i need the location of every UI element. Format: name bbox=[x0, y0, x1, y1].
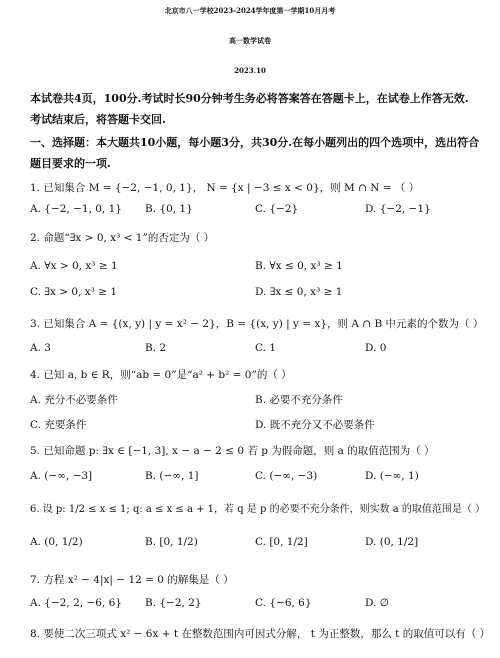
exam-date: 2023.10 bbox=[234, 66, 266, 75]
question-4-stem: 4. 已知 a, b ∈ R，则“ab = 0”是“a² + b² = 0”的（ ） bbox=[30, 369, 292, 381]
question-3-option-b: B. 2 bbox=[145, 342, 167, 354]
question-8-stem: 8. 要使二次三项式 x² − 6x + t 在整数范围内可因式分解， t 为正整数，那么 t 的取值可以有（ ） bbox=[30, 628, 491, 640]
question-5-option-b: B. (−∞, 1] bbox=[145, 470, 199, 482]
question-3-option-c: C. 1 bbox=[255, 342, 277, 354]
question-3-option-d: D. 0 bbox=[365, 342, 387, 354]
question-3-stem: 3. 已知集合 A = {(x, y) | y = x² − 2}，B = {(x, y) | y = x}，则 A ∩ B 中元素的个数为（ ） bbox=[30, 318, 484, 330]
question-6-option-d: D. (0, 1/2] bbox=[365, 536, 419, 548]
exam-title: 北京市八一学校2023-2024学年度第一学期10月月考 bbox=[164, 6, 336, 15]
question-1-option-c: C. {−2} bbox=[255, 203, 299, 215]
question-5-option-c: C. (−∞, −3) bbox=[255, 470, 318, 482]
question-4-option-c: C. 充要条件 bbox=[30, 419, 87, 431]
question-3-option-a: A. 3 bbox=[30, 342, 51, 354]
question-7-stem: 7. 方程 x² − 4|x| − 12 = 0 的解集是（ ） bbox=[30, 574, 234, 586]
question-2-option-d: D. ∃x ≤ 0, x³ ≥ 1 bbox=[255, 286, 343, 298]
question-6-stem: 6. 设 p: 1/2 ≤ x ≤ 1; q: a ≤ x ≤ a + 1，若 q 是 p 的必要不充分条件，则实数 a 的取值范围是（ ） bbox=[30, 504, 486, 515]
question-2-option-b: B. ∀x ≤ 0, x³ ≥ 1 bbox=[255, 260, 343, 272]
instructions-line-2: 考试结束后，将答题卡交回. bbox=[30, 113, 166, 126]
question-7-option-a: A. {−2, 2, −6, 6} bbox=[30, 597, 122, 609]
question-7-option-c: C. {−6, 6} bbox=[255, 597, 312, 609]
question-1-option-b: B. {0, 1} bbox=[145, 203, 193, 215]
instructions-line-1: 本试卷共4页，100分.考试时长90分钟考生务必将答案答在答题卡上，在试卷上作答无效. bbox=[30, 92, 469, 105]
section-heading-line-2: 题目要求的一项. bbox=[30, 157, 111, 170]
question-5-stem: 5. 已知命题 p: ∃x ∈ [−1, 3], x − a − 2 ≤ 0 若 p 为假命题，则 a 的取值范围为（ ） bbox=[30, 445, 435, 457]
question-7-option-d: D. ∅ bbox=[365, 597, 389, 609]
question-4-option-d: D. 既不充分又不必要条件 bbox=[255, 419, 375, 431]
question-4-option-b: B. 必要不充分条件 bbox=[255, 394, 343, 406]
question-2-option-a: A. ∀x > 0, x³ ≥ 1 bbox=[30, 260, 118, 272]
question-5-option-a: A. (−∞, −3] bbox=[30, 470, 93, 482]
question-5-option-d: D. (−∞, 1) bbox=[365, 470, 419, 482]
question-4-option-a: A. 充分不必要条件 bbox=[30, 394, 118, 406]
question-7-option-b: B. {−2, 2} bbox=[145, 597, 202, 609]
question-2-stem: 2. 命题“∃x > 0, x³ < 1”的否定为（ ） bbox=[30, 232, 215, 244]
exam-subtitle: 高一数学试卷 bbox=[229, 36, 271, 45]
question-6-option-b: B. [0, 1/2) bbox=[145, 536, 198, 548]
question-6-option-a: A. (0, 1/2) bbox=[30, 536, 83, 548]
question-1-option-a: A. {−2, −1, 0, 1} bbox=[30, 203, 122, 215]
question-6-option-c: C. [0, 1/2] bbox=[255, 536, 308, 548]
question-1-stem: 1. 已知集合 M = {−2, −1, 0, 1}， N = {x | −3 ≤ x < 0}，则 M ∩ N = （ ） bbox=[30, 182, 420, 194]
section-heading-line-1: 一、选择题：本大题共10小题，每小题3分，共30分.在每小题列出的四个选项中，选出符合 bbox=[30, 136, 480, 149]
question-2-option-c: C. ∃x > 0, x³ ≥ 1 bbox=[30, 286, 118, 298]
question-1-option-d: D. {−2, −1} bbox=[365, 203, 431, 215]
